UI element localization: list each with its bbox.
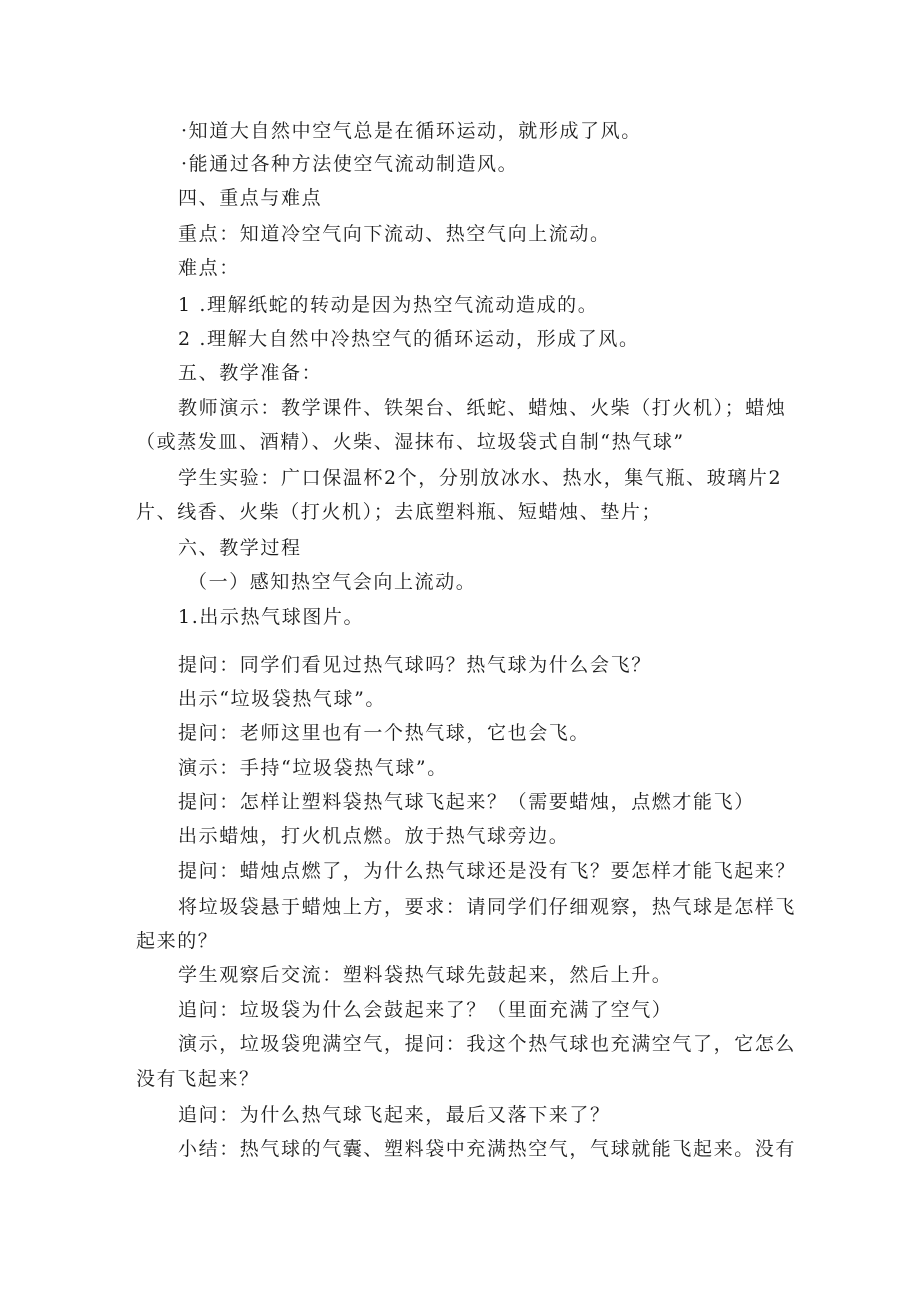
step-1-line: 1.出示热气球图片。 — [178, 606, 365, 628]
section-heading-5: 五、教学准备： — [178, 362, 323, 384]
teacher-demo-line-2: （或蒸发皿、酒精）、火柴、湿抹布、垃圾袋式自制“热气球” — [136, 431, 685, 453]
question-line-3: 提问：怎样让塑料袋热气球飞起来？（需要蜡烛，点燃才能飞） — [178, 791, 755, 813]
follow-up-line-1: 追问：垃圾袋为什么会鼓起来了？（里面充满了空气） — [178, 999, 673, 1021]
question-line-2: 提问：老师这里也有一个热气球，它也会飞。 — [178, 722, 591, 744]
observe-line-1: 将垃圾袋悬于蜡烛上方，要求：请同学们仔细观察，热气球是怎样飞 — [178, 896, 797, 918]
student-experiment-line-1: 学生实验：广口保温杯2个，分别放冰水、热水，集气瓶、玻璃片2 — [178, 467, 783, 489]
subsection-heading-1: （一）感知热空气会向上流动。 — [188, 571, 477, 593]
follow-up-line-2: 追问：为什么热气球飞起来，最后又落下来了？ — [178, 1104, 611, 1126]
section-heading-4: 四、重点与难点 — [178, 187, 323, 209]
difficulty-item-1: 1 .理解纸蛇的转动是因为热空气流动造成的。 — [178, 294, 599, 316]
exchange-line: 学生观察后交流：塑料袋热气球先鼓起来，然后上升。 — [178, 964, 673, 986]
summary-line: 小结：热气球的气囊、塑料袋中充满热空气，气球就能飞起来。没有 — [178, 1138, 797, 1160]
observe-line-2: 起来的？ — [136, 930, 219, 952]
key-point-line: 重点：知道冷空气向下流动、热空气向上流动。 — [178, 223, 611, 245]
difficulty-label: 难点： — [178, 257, 240, 279]
goal-line-1: ·知道大自然中空气总是在循环运动，就形成了风。 — [181, 120, 642, 142]
demo-line-1: 演示：手持“垃圾袋热气球”。 — [178, 757, 448, 779]
student-experiment-line-2: 片、线香、火柴（打火机）；去底塑料瓶、短蜡烛、垫片； — [136, 501, 663, 523]
show-line-1: 出示“垃圾袋热气球”。 — [178, 688, 387, 710]
section-heading-6: 六、教学过程 — [178, 537, 302, 559]
difficulty-item-2: 2 .理解大自然中冷热空气的循环运动，形成了风。 — [178, 328, 640, 350]
question-line-1: 提问：同学们看见过热气球吗？热气球为什么会飞？ — [178, 654, 652, 676]
demo-line-2: 演示，垃圾袋兜满空气，提问：我这个热气球也充满空气了，它怎么 — [178, 1033, 797, 1055]
question-line-4: 提问：蜡烛点燃了，为什么热气球还是没有飞？要怎样才能飞起来？ — [178, 860, 797, 882]
goal-line-2: ·能通过各种方法使空气流动制造风。 — [181, 153, 519, 175]
show-line-2: 出示蜡烛，打火机点燃。放于热气球旁边。 — [178, 825, 570, 847]
demo-line-3: 没有飞起来？ — [136, 1068, 260, 1090]
teacher-demo-line-1: 教师演示：教学课件、铁架台、纸蛇、蜡烛、火柴（打火机）；蜡烛 — [178, 397, 787, 419]
